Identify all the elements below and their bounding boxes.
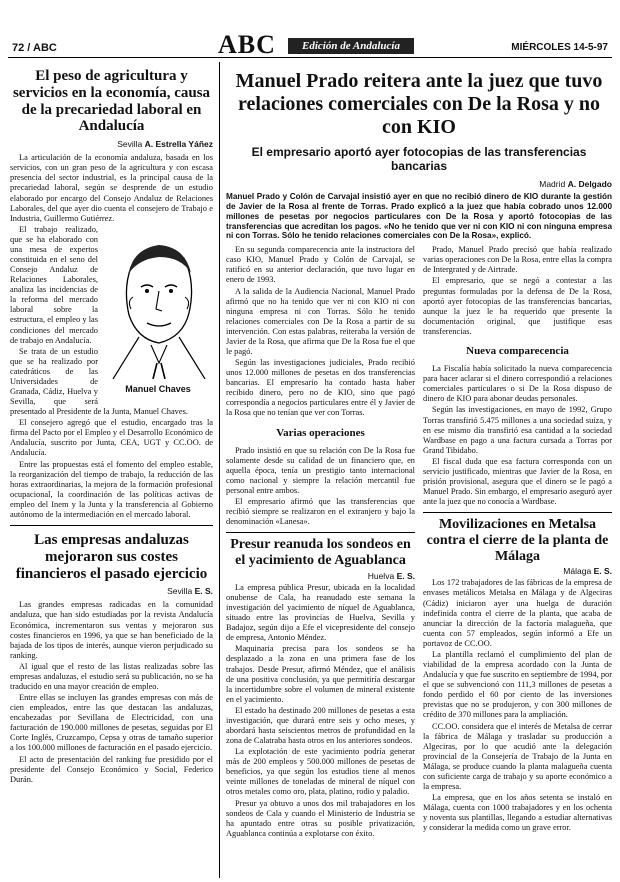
paragraph: Según las investigaciones judiciales, Prado recibió unos 12.000 millones de pesetas en dos transferencias bancarias. El empresario ha contado hasta haber recibido dinero, pero no de KIO, sino que pagó correspondía a negocios particulares entre él y Javier de la Rosa que no tenían que ver con Torras. bbox=[226, 358, 415, 418]
article-byline-employment bbox=[10, 139, 213, 149]
paragraph: El estado ha destinado 200 millones de pesetas a esta investigación, que durará entre seis y ocho meses, y abordará hasta seiscientos metros de profundidad en la zona de Calatraba hasta otros en los anteriores sondeos. bbox=[226, 705, 415, 746]
paragraph: Presur ya obtuvo a unos dos mil trabajadores en los sondeos de Cala y cuando el Ministerio de Industria se ha apuntado entre otras su posible privatización, Aguablanca continúa a explotarse con éxito. bbox=[226, 798, 415, 838]
byline-city: Sevilla bbox=[117, 139, 143, 150]
byline-author: A. Delgado bbox=[567, 179, 612, 189]
paragraph: Prado, Manuel Prado precisó que había realizado varias operaciones con De la Rosa, entre ellas la compra de Intergrated y de Airtrade. bbox=[423, 245, 612, 275]
byline-city: Sevilla bbox=[167, 586, 193, 597]
paragraph: Se trata de un estudio que se ha realizado por catedráticos de las Universidades de Granada, Cádiz, Huelva y Sevilla, que será presentado al Presidente de la Junta, Manuel Chaves. bbox=[10, 346, 188, 417]
article-headline-presur: Presur reanuda los sondeos en el yacimiento de Aguablanca bbox=[230, 537, 411, 569]
paragraph: La articulación de la economía andaluza, basada en los servicios, con un gran peso de la agricultura y con escasa presencia del sector industrial, es la principal causa de la precariedad laboral, según se desprende de un estudio elaborado por encargo del Consejo Andaluz de Relaciones Laborales, del que ayer dio cuenta el consejero de Trabajo e Industria, Guillermo Gutiérrez. bbox=[10, 153, 213, 223]
paragraph: El empresario afirmó que las transferencias que recibió siempre se realizaron en el extranjero y bajo la denominación «Lanesa». bbox=[226, 497, 415, 527]
paragraph: La empresa pública Presur, ubicada en la localidad onubense de Cala, ha reanudado este semana la investigación del yacimiento de níquel de Aguablanca, situado entre las provincias de Huelva, Sevilla y Badajoz, según dijo a Efe el vicepresidente del consejo de empresa, Antonio Méndez. bbox=[226, 582, 415, 643]
paragraph: Los 172 trabajadores de las fábricas de la empresa de envases metálicos Metalsa en Málaga y de Algeciras (Cádiz) iniciaron ayer una huelga de duración indefinida contra el cierre de la planta, que acaba de anunciar la dirección de la factoría malagueña, que cuenta con 57 empleados, según informó a Efe un portavoz de CC.OO. bbox=[423, 578, 612, 648]
lead-paragraph: Manuel Prado y Colón de Carvajal insistió ayer en que no recibió dinero de KIO durante la gestión de Javier de la Rosa al frente de Torras. Prado explicó a la juez que había cobrado unos 12.000 millones de pesetas por negocios particulares con De la Rosa y aportó fotocopias de las transferencias que acreditan los pagos. «No he tenido que ver ni con KIO ni con ninguna empresa ni con Torras. Sólo he tenido relaciones comerciales con De la Rosa», explicó. bbox=[226, 192, 612, 241]
article-byline-metalsa bbox=[423, 566, 612, 576]
lead-headline: Manuel Prado reitera ante la juez que tuvo relaciones comerciales con De la Rosa y no con KIO bbox=[235, 70, 603, 138]
paragraph: Prado insistió en que su relación con De la Rosa fue solamente desde su calidad de un financiero que, en aquella época, tenía un prestigio tanto internacional como nacional y siempre la relación mercantil fue personal entre ambos. bbox=[226, 445, 415, 496]
article-byline-presur bbox=[226, 571, 415, 581]
main-column-1 bbox=[226, 245, 415, 840]
page-label: 72 / ABC bbox=[12, 42, 57, 54]
main-area bbox=[226, 62, 612, 878]
paragraph: La plantilla reclamó el cumplimiento del plan de viabilidad de la empresa acordado con la Junta de Andalucía y que fue suscrito en septiembre de 1994, por el que se subvencionó con 111,3 millones de pesetas a fondo perdido el 60 por ciento de las inversiones previstas que no se produjeron, y con 300 millones de crédito de 370 millones para la ampliación. bbox=[423, 649, 612, 720]
paragraph: A la salida de la Audiencia Nacional, Manuel Prado afirmó que no ha tenido que ver ni con KIO ni con ninguna empresa ni con Torras. Sólo he tenido relaciones comerciales con De la Rosa a partir de su intervención. Con estas palabras, reiteraba la versión de Javier de la Rosa, que afirma que De la Rosa fue el que le pagó. bbox=[226, 286, 415, 356]
paragraph: El empresario, que se negó a contestar a las preguntas formuladas por la defensa de De la Rosa, aportó ayer fotocopias de las transferencias bancarias, aunque la juez le ha requerido que presente la documentación original, que justifique esas transferencias. bbox=[423, 276, 612, 336]
byline-city: Málaga bbox=[563, 566, 592, 577]
interheading: Nueva comparecencia bbox=[466, 344, 569, 357]
paragraph: Entre las propuestas está el fomento del empleo estable, la reorganización del tiempo de trabajo, la reducción de las horas extraordinarias, la mejora de la formación profesional ocupacional, la coordinación de las políticas activas de empleo del Inem y la Junta y la transferencia al Gobierno autónomo de la intermediación en el mercado laboral. bbox=[10, 459, 213, 519]
divider bbox=[226, 532, 415, 533]
paragraph: En su segunda comparecencia ante la instructora del caso KIO, Manuel Prado y Colón de Carvajal, se ratificó en su anterior declaración, que tuvo lugar en enero de 1993. bbox=[226, 245, 415, 285]
article-body-employment bbox=[10, 153, 213, 520]
byline-author: E. S. bbox=[194, 586, 213, 597]
lead-subheadline: El empresario aportó ayer fotocopias de las transferencias bancarias bbox=[251, 145, 587, 173]
paragraph: El trabajo realizado, que se ha elaborado con una mesa de expertos constituida en el seno del Consejo Andaluz de Relaciones Laborales, analiza las incidencias de la reforma del mercado laboral sobre la estructura, el empleo y las condiciones del mercado de trabajo en Andalucía. bbox=[10, 224, 98, 345]
paragraph: La explotación de este yacimiento podría generar más de 200 empleos y 500.000 millones de pesetas de beneficios, ya que según los estudios tiene al menos veinte millones de toneladas de mineral de níquel con otros metales como oro, plata, platino, rodio y paladio. bbox=[226, 747, 415, 797]
divider bbox=[423, 512, 612, 513]
newspaper-logo: ABC bbox=[218, 30, 276, 59]
article-byline-finance bbox=[10, 586, 213, 596]
section-banner: Edición de Andalucía bbox=[288, 38, 414, 54]
byline-city: Madrid bbox=[539, 179, 566, 189]
portrait-drawing-icon bbox=[103, 227, 213, 379]
paragraph: Entre ellas se incluyen las grandes empresas con más de cien empleados, entre las que destacan las andaluzas, encabezadas por Sevillana de Electricidad, con una facturación de 190.000 millones de pesetas, seguidas por El Corte Inglés, Cruzcampo, Cepsa y otras de tamaño superior a los 100.000 millones de facturación en el pasado ejercicio. bbox=[10, 693, 213, 753]
divider bbox=[10, 525, 213, 526]
paragraph: CC.OO. considera que el interés de Metalsa de cerrar la fábrica de Málaga y trasladar su producción a Algeciras, por lo que acudió ante la delegación provincial de la Consejería de Trabajo de la Junta en Málaga, se produce cuando la planta malagueña cuenta con suficiente carga de trabajo y su aporte económico a la empresa. bbox=[423, 721, 612, 791]
paragraph: El fiscal duda que esa factura corresponda con un servicio justificado, mientras que Javier de la Rosa, en prisión provisional, asegura que el dinero se le pagó a Manuel Prado. Sin embargo, el empresario aseguró ayer ante la juez que no conocía a Wardbase. bbox=[423, 456, 612, 507]
article-headline-metalsa: Movilizaciones en Metalsa contra el cierre de la planta de Málaga bbox=[426, 517, 609, 564]
paragraph: Según las investigaciones, en mayo de 1992, Grupo Torras transfirió 5.475 millones a una sociedad suiza, y en ese mismo día transfirió esa cantidad a la sociedad Wardbase en pago a una factura cursada a Torras por Grand Tibidabo. bbox=[423, 405, 612, 455]
paragraph: Las grandes empresas radicadas en la comunidad andaluza, que han sido estudiadas por la revista Andalucía Económica, incrementaron sus ventas y mejoraron sus costes financieros en 1996, ya que se han beneficiado de la bajada de los tipos de interés, aunque vieron perjudicado su ranking. bbox=[10, 600, 213, 660]
left-column bbox=[10, 62, 220, 878]
main-columns bbox=[226, 245, 612, 840]
paragraph: Al igual que el resto de las listas realizadas sobre las empresas andaluzas, el estudio será su publicación, no se ha traducido en una mayor creación de empleo. bbox=[10, 661, 213, 692]
issue-date: MIÉRCOLES 14-5-97 bbox=[511, 42, 608, 53]
article-body-finance bbox=[10, 600, 213, 784]
byline-city: Huelva bbox=[367, 570, 395, 581]
byline-author: A. Estrella Yáñez bbox=[144, 139, 213, 150]
paragraph: Maquinaria precisa para los sondeos se ha desplazado a la zona en una primera fase de los trabajos. Desde Presur, afirmó Méndez, que el análisis de una positiva conclusión, ya que permitiría descargar la incertidumbre sobre el volumen de mineral existente en el yacimiento. bbox=[226, 644, 415, 704]
interheading: Varias operaciones bbox=[276, 426, 365, 439]
article-headline-finance: Las empresas andaluzas mejoraron sus costes financieros el pasado ejercicio bbox=[15, 532, 208, 582]
masthead bbox=[8, 0, 612, 58]
paragraph: El consejero agregó que el estudio, encargado tras la firma del Pacto por el Empleo y el Desarrollo Económico de Andalucía, suscrito por Junta, CEA, UGT y CC.OO. de Andalucía. bbox=[10, 418, 213, 458]
paragraph: La Fiscalía había solicitado la nueva comparecencia para hacer aclarar si el dinero correspondió a relaciones comerciales particulares o si De la Rosa dispuso de dinero de KIO para abonar deudas personales. bbox=[423, 364, 612, 404]
portrait-caption: Manuel Chaves bbox=[125, 383, 191, 394]
byline-author: E. S. bbox=[396, 570, 415, 581]
article-headline-employment: El peso de agricultura y servicios en la economía, causa de la precariedad laboral en Andalucía bbox=[12, 68, 211, 135]
portrait-figure bbox=[103, 227, 213, 395]
main-column-2 bbox=[423, 245, 612, 840]
paragraph: La empresa, que en los años setenta se instaló en Málaga, cuenta con 1000 trabajadores y en los ochenta y noventa sus plantillas, llegando a estudiar alternativas y considerar la medida como un grave error. bbox=[423, 793, 612, 833]
lead-byline bbox=[226, 179, 612, 189]
paragraph: El acto de presentación del ranking fue presidido por el presidente del Consejo Económico y Social, Federico Durán. bbox=[10, 754, 213, 784]
byline-author: E. S. bbox=[593, 566, 612, 577]
